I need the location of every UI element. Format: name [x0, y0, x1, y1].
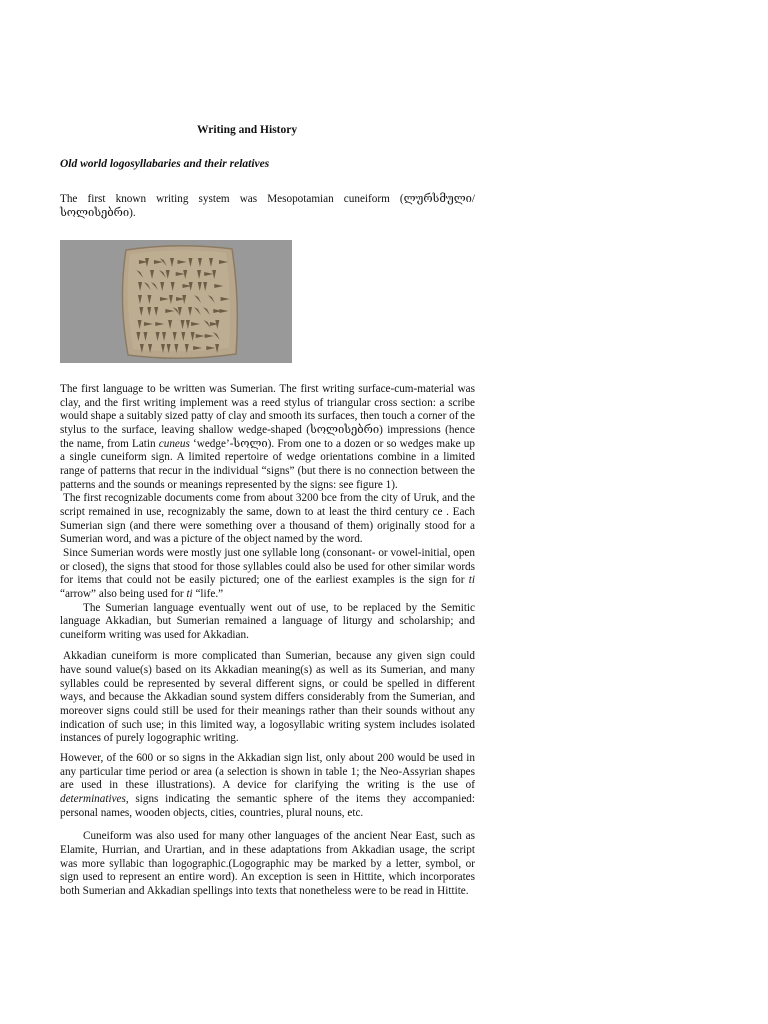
paragraph-akkadian-cuneiform: Akkadian cuneiform is more complicated than Sumerian, because any given sign could have sound value(s) based on its Akkadian meaning(s) as well as its Sumerian, and many syllables could be represented by several different signs, or could be spelled in different ways, and because the Akkadian sound system differs considerably from the Sumerian, and moreover signs could still be used for their meanings rather than their sounds without any indication of such use; in this limited way, a logosyllabic writing system includes isolated instances of purely logographic writing. — [60, 650, 475, 745]
page-title: Writing and History — [197, 124, 298, 136]
intro-paragraph: The first known writing system was Mesopotamian cuneiform (ლურსმული/ სოლისებრი). — [60, 193, 475, 219]
document-body — [60, 383, 475, 899]
cuneiform-tablet-image — [60, 240, 292, 363]
paragraph-other-languages: Cuneiform was also used for many other languages of the ancient Near East, such as Elamite, Hurrian, and Urartian, and in these adaptations from Akkadian usage, the script was more syllabic than logographic.(Logographic may be marked by a letter, symbol, or sign used to represent an entire word). An exception is seen in Hittite, which incorporates both Sumerian and Akkadian spellings into texts that nonetheless were to be read in Hittite. — [60, 830, 475, 897]
paragraph-uruk-documents: The first recognizable documents come from about 3200 bce from the city of Uruk, and the script remained in use, recognizably the same, down to at least the third century ce . Each Sumerian sign (and there were something over a thousand of them) originally stood for a Sumerian word, and was a picture of the object named by the word. — [60, 492, 475, 546]
section-subtitle: Old world logosyllabaries and their relatives — [60, 158, 270, 170]
paragraph-syllables: Since Sumerian words were mostly just one syllable long (consonant- or vowel-initial, open or closed), the signs that stood for those syllables could also be used for other similar words for items that could not be easily pictured; one of the earliest examples is the sign for ti “arrow” also being used for ti “life.” — [60, 546, 475, 600]
paragraph-akkadian-replacement: The Sumerian language eventually went out of use, to be replaced by the Semitic language Akkadian, but Sumerian remained a language of liturgy and scholarship; and cuneiform writing was used for Akkadian. — [60, 601, 475, 641]
paragraph-sign-list: However, of the 600 or so signs in the Akkadian sign list, only about 200 would be used in any particular time period or area (a selection is shown in table 1; the Neo-Assyrian shapes are used in these illustrations). A device for clarifying the writing is the use of determinatives, signs indicating the semantic sphere of the items they accompanied: personal names, wooden objects, cities, countries, plural nouns, etc. — [60, 752, 475, 819]
paragraph-sumerian-clay: The first language to be written was Sumerian. The first writing surface-cum-material was clay, and the first writing implement was a reed stylus of triangular cross section: a scribe would shape a suitably sized patty of clay and smooth its surfaces, then touch a corner of the stylus to the surface, leaving shallow wedge-shaped (სოლისებრი) impressions (hence the name, from Latin cuneus ‘wedge’-სოლი). From one to a dozen or so wedges make up a single cuneiform sign. A limited repertoire of wedge orientations combine in a limited range of patterns that recur in the individual “signs” (but there is no connection between the patterns and the sounds or meanings represented by the signs: see figure 1). — [60, 383, 475, 491]
cuneiform-tablet-illustration — [60, 240, 292, 363]
